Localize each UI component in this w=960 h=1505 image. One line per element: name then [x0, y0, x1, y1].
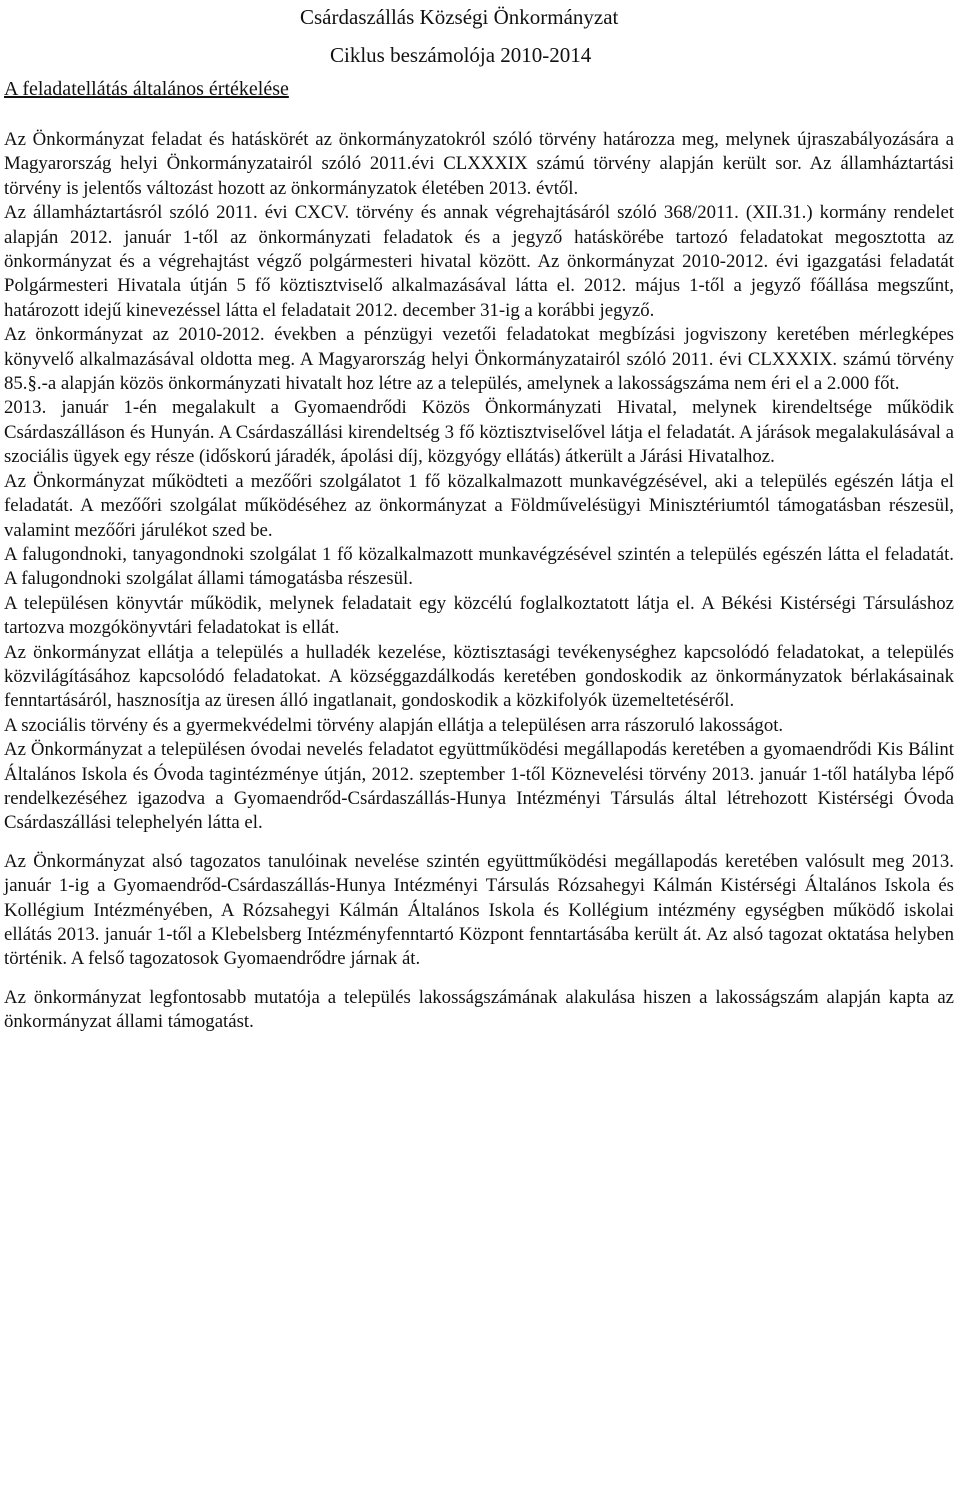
paragraph: Az Önkormányzat feladat és hatáskörét az önkormányzatokról szóló törvény határozza meg, melynek újraszabályozására a Magyarország helyi Önkormányzatairól szóló 2011.évi CLXXXIX számú törvény alapján került sor. Az államháztartási törvény is jelentős változást hozott az önkormányzatok életében 2013. évtől.	[4, 129, 954, 199]
paragraph: Az Önkormányzat működteti a mezőőri szolgálatot 1 fő közalkalmazott munkavégzésével, aki a település egészén látja el feladatát. A mezőőri szolgálat működéséhez az önkormányzat a Földművelésügyi Minisztériumtól támogatásban részesül, valamint mezőőri járulékot szed be.	[4, 470, 954, 541]
paragraph: 2013. január 1-én megalakult a Gyomaendrődi Közös Önkormányzati Hivatal, melynek kirendeltsége működik Csárdaszálláson és Hunyán. A Csárdaszállási kirendeltség 3 fő köztisztviselővel látja el feladatát. A járások megalakulásával a szociális ügyek egy része (időskorú járadék, ápolási díj, közgyógy ellátás) átkerült a Járási Hivatalhoz.	[4, 397, 954, 468]
organization-name: Csárdaszállás Községi Önkormányzat	[300, 5, 619, 29]
paragraph: Az önkormányzat legfontosabb mutatója a település lakosságszámának alakulása hiszen a lakosságszám alapján kapta az önkormányzat állami támogatást.	[4, 986, 954, 1033]
paragraph: A szociális törvény és a gyermekvédelmi törvény alapján ellátja a településen arra rászoruló lakosságot.	[4, 714, 784, 736]
section-heading: A feladatellátás általános értékelése	[4, 78, 289, 100]
paragraph: A településen könyvtár működik, melynek feladatait egy közcélú foglalkoztatott látja el. A Békési Kistérségi Társuláshoz tartozva mozgókönyvtári feladatokat is ellát.	[4, 592, 954, 639]
paragraph: Az államháztartásról szóló 2011. évi CXCV. törvény és annak végrehajtásáról szóló 368/2011. (XII.31.) kormány rendelet alapján 2012. január 1-től az önkormányzati feladatok és a jegyző hatáskörébe tartozó feladatokat megosztotta az önkormányzat és a végrehajtást végző polgármesteri hivatal között. Az önkormányzat 2010-2012. évi igazgatási feladatát Polgármesteri Hivatala útján 5 fő köztisztviselő alkalmazásával látta el. 2012. május 1-től a jegyző főállása megszűnt, határozott idejű kinevezéssel látta el feladatait 2012. december 31-ig a korábbi jegyző.	[4, 202, 954, 321]
document-header	[0, 0, 960, 100]
report-title: Ciklus beszámolója 2010-2014	[330, 43, 592, 67]
paragraph: A falugondnoki, tanyagondnoki szolgálat 1 fő közalkalmazott munkavégzésével szintén a település egészén látta el feladatát. A falugondnoki szolgálat állami támogatásba részesül.	[4, 543, 954, 590]
paragraph: Az önkormányzat ellátja a település a hulladék kezelése, köztisztasági tevékenységhez kapcsolódó feladatokat, a település közvilágításához kapcsolódó feladatokat. A községgazdálkodás keretében gondoskodik az önkormányzatok bérlakásainak fenntartásáról, hasznosítja az üresen álló ingatlanait, gondoskodik a közkifolyók üzemeltetéséről.	[4, 641, 954, 712]
paragraph: Az Önkormányzat a településen óvodai nevelés feladatot együttműködési megállapodás keretében a gyomaendrődi Kis Bálint Általános Iskola és Óvoda tagintézménye útján, 2012. szeptember 1-től Köznevelési törvény 2013. január 1-től hatályba lépő rendelkezéséhez igazodva a Gyomaendrőd-Csárdaszállás-Hunya Intézményi Társulás által létrehozott Kistérségi Óvoda Csárdaszállási telephelyén látta el.	[4, 739, 954, 834]
paragraph: Az Önkormányzat alsó tagozatos tanulóinak nevelése szintén együttműködési megállapodás keretében valósult meg 2013. január 1-ig a Gyomaendrőd-Csárdaszállás-Hunya Intézményi Társulás Rózsahegyi Kálmán Kistérségi Általános Iskola és Kollégium Intézményében, A Rózsahegyi Kálmán Általános Iskola és Kollégium intézmény egységben működő iskolai ellátás 2013. január 1-től a Klebelsberg Intézményfenntartó Központ fenntartásába került át. Az alsó tagozat oktatása helyben történik. A felső tagozatosok Gyomaendrődre járnak át.	[4, 850, 954, 970]
paragraph: Az önkormányzat az 2010-2012. években a pénzügyi vezetői feladatokat megbízási jogviszony keretében mérlegképes könyvelő alkalmazásával oldotta meg. A Magyarország helyi Önkormányzatairól szóló 2011. évi CLXXXIX. számú törvény 85.§.-a alapján közös önkormányzati hivatalt hoz létre az a település, amelynek a lakosságszáma nem éri el a 2.000 főt.	[4, 324, 954, 395]
body-text	[4, 128, 954, 1035]
